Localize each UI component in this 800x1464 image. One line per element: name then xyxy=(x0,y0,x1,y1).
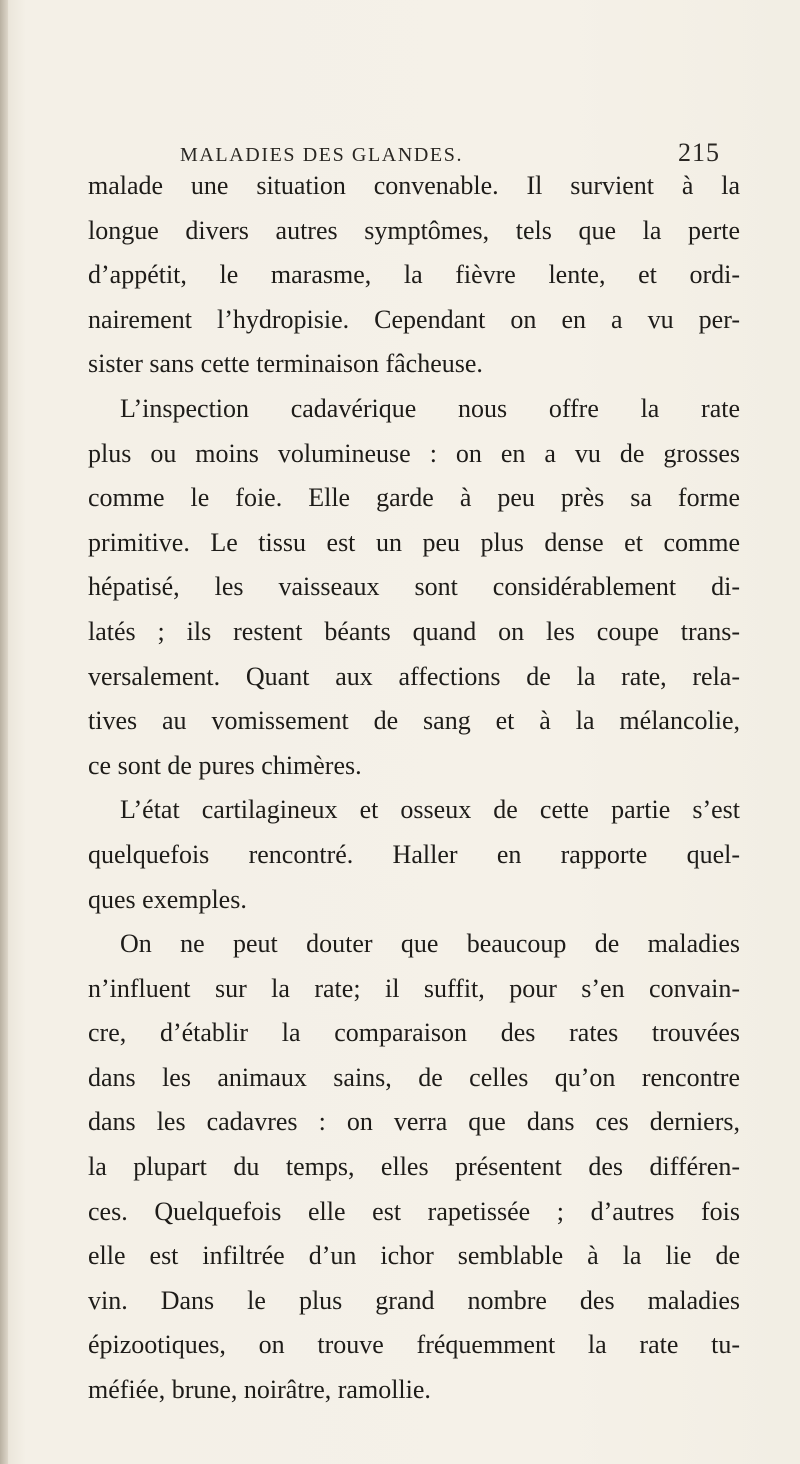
text-line: versalement. Quant aux affections de la rate, rela- xyxy=(88,661,740,691)
text-line: plus ou moins volumineuse : on en a vu de grosses xyxy=(88,438,740,468)
text-line: ce sont de pures chimères. xyxy=(88,750,362,780)
text-line: la plupart du temps, elles présentent des différen- xyxy=(88,1152,740,1182)
page-number: 215 xyxy=(678,138,720,167)
text-line: méfiée, brune, noirâtre, ramollie. xyxy=(88,1375,431,1405)
text-line: comme le foie. Elle garde à peu près sa forme xyxy=(88,483,740,513)
text-line: ques exemples. xyxy=(88,884,247,914)
running-title: MALADIES DES GLANDES. xyxy=(180,144,464,166)
text-line: latés ; ils restent béants quand on les coupe trans- xyxy=(88,616,740,646)
text-line: dans les cadavres : on verra que dans ces derniers, xyxy=(88,1107,740,1137)
text-line: cre, d’établir la comparaison des rates trouvées xyxy=(88,1018,740,1048)
text-line: d’appétit, le marasme, la fièvre lente, et ordi- xyxy=(88,260,740,290)
text-line: hépatisé, les vaisseaux sont considérablement di- xyxy=(88,572,740,602)
text-line: L’inspection cadavérique nous offre la rate xyxy=(120,393,740,423)
text-line: nairement l’hydropisie. Cependant on en a vu per- xyxy=(88,304,740,334)
text-line: n’influent sur la rate; il suffit, pour s’en convain- xyxy=(88,973,740,1003)
text-line: quelquefois rencontré. Haller en rapporte quel- xyxy=(88,839,740,869)
text-line: vin. Dans le plus grand nombre des maladies xyxy=(88,1285,740,1315)
text-line: dans les animaux sains, de celles qu’on rencontre xyxy=(88,1062,740,1092)
text-line: tives au vomissement de sang et à la mélancolie, xyxy=(88,706,740,736)
text-line: primitive. Le tissu est un peu plus dense et comme xyxy=(88,527,740,557)
text-line: elle est infiltrée d’un ichor semblable à la lie de xyxy=(88,1241,740,1271)
text-line: L’état cartilagineux et osseux de cette partie s’est xyxy=(120,795,740,825)
binding-edge xyxy=(0,0,8,1464)
text-line: On ne peut douter que beaucoup de maladies xyxy=(120,929,740,959)
text-line: ces. Quelquefois elle est rapetissée ; d’autres fois xyxy=(88,1196,740,1226)
body-text xyxy=(88,164,740,1413)
text-line: longue divers autres symptômes, tels que la perte xyxy=(88,215,740,245)
text-line: épizootiques, on trouve fréquemment la rate tu- xyxy=(88,1330,740,1360)
text-line: sister sans cette terminaison fâcheuse. xyxy=(88,349,483,379)
text-line: malade une situation convenable. Il survient à la xyxy=(88,171,740,200)
